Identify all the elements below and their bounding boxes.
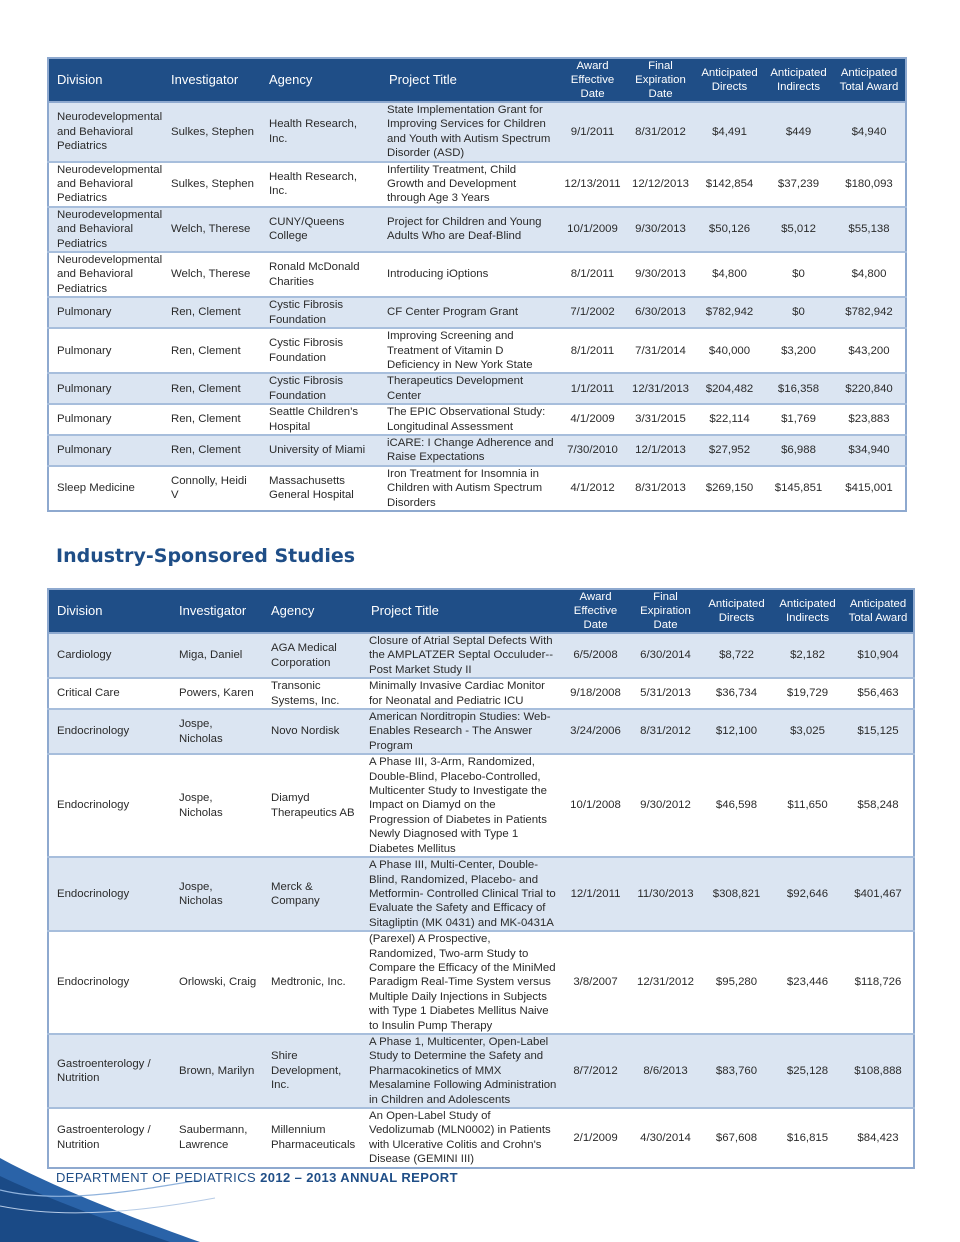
investigator-cell: Brown, Marilyn [171,1034,263,1108]
division-cell: Cardiology [48,633,171,678]
division-cell: Critical Care [48,678,171,709]
industry-studies-table [47,588,915,1169]
indirects-cell: $23,446 [772,931,843,1034]
investigator-cell: Orlowski, Craig [171,931,263,1034]
directs-cell: $46,598 [701,754,772,857]
division-cell: Neurodevelopmental and Behavioral Pediatrics [48,252,163,297]
directs-cell: $8,722 [701,633,772,678]
indirects-cell: $1,769 [764,404,833,435]
division-cell: Neurodevelopmental and Behavioral Pediatrics [48,207,163,252]
agency-cell: Seattle Children’s Hospital [261,404,381,435]
division-cell: Endocrinology [48,857,171,931]
table-row [48,328,906,373]
column-header: Project Title [363,589,561,633]
agency-cell: Transonic Systems, Inc. [263,678,363,709]
section-heading: Industry-Sponsored Studies [56,545,356,567]
project-title-cell: A Phase III, Multi-Center, Double-Blind, Randomized, Placebo- and Metformin- Controlled Clinical Trial to Evaluate the Safety and Efficacy of Sitagliptin (MK 0431) and MK-0431A [363,857,561,931]
award-date-cell: 4/1/2009 [559,404,626,435]
indirects-cell: $145,851 [764,466,833,511]
project-title-cell: Project for Children and Young Adults Who are Deaf-Blind [381,207,559,252]
column-header: Project Title [381,58,559,102]
investigator-cell: Connolly, Heidi V [163,466,261,511]
indirects-cell: $37,239 [764,162,833,207]
investigator-cell: Jospe, Nicholas [171,709,263,754]
directs-cell: $782,942 [695,297,764,328]
total-award-cell: $10,904 [843,633,914,678]
investigator-cell: Jospe, Nicholas [171,754,263,857]
investigator-cell: Sulkes, Stephen [163,162,261,207]
corner-swoosh-graphic [0,1150,260,1242]
project-title-cell: Minimally Invasive Cardiac Monitor for Neonatal and Pediatric ICU [363,678,561,709]
project-title-cell: CF Center Program Grant [381,297,559,328]
project-title-cell: American Norditropin Studies: Web-Enables Research - The Answer Program [363,709,561,754]
award-date-cell: 8/1/2011 [559,328,626,373]
total-award-cell: $4,800 [833,252,906,297]
agency-cell: Cystic Fibrosis Foundation [261,373,381,404]
agency-cell: Medtronic, Inc. [263,931,363,1034]
award-date-cell: 2/1/2009 [561,1108,630,1168]
total-award-cell: $220,840 [833,373,906,404]
agency-cell: Diamyd Therapeutics AB [263,754,363,857]
directs-cell: $95,280 [701,931,772,1034]
division-cell: Pulmonary [48,435,163,466]
indirects-cell: $3,025 [772,709,843,754]
division-cell: Gastroenterology / Nutrition [48,1034,171,1108]
table-row [48,931,914,1034]
award-date-cell: 7/1/2002 [559,297,626,328]
project-title-cell: Therapeutics Development Center [381,373,559,404]
expiration-date-cell: 6/30/2014 [630,633,701,678]
agency-cell: Merck & Company [263,857,363,931]
award-date-cell: 1/1/2011 [559,373,626,404]
expiration-date-cell: 8/31/2012 [626,102,695,162]
project-title-cell: iCARE: I Change Adherence and Raise Expectations [381,435,559,466]
investigator-cell: Ren, Clement [163,328,261,373]
table-row [48,404,906,435]
footer-department: DEPARTMENT OF PEDIATRICS [56,1170,261,1185]
total-award-cell: $43,200 [833,328,906,373]
column-header: Division [48,58,163,102]
table-row [48,435,906,466]
indirects-cell: $25,128 [772,1034,843,1108]
table-row [48,297,906,328]
investigator-cell: Ren, Clement [163,297,261,328]
project-title-cell: Introducing iOptions [381,252,559,297]
project-title-cell: The EPIC Observational Study: Longitudinal Assessment [381,404,559,435]
table-row [48,162,906,207]
award-date-cell: 12/1/2011 [561,857,630,931]
table-row [48,102,906,162]
agency-cell: Ronald McDonald Charities [261,252,381,297]
project-title-cell: Infertility Treatment, Child Growth and Development through Age 3 Years [381,162,559,207]
agency-cell: Health Research, Inc. [261,102,381,162]
investigator-cell: Saubermann, Lawrence [171,1108,263,1168]
division-cell: Endocrinology [48,931,171,1034]
column-header: Agency [261,58,381,102]
indirects-cell: $92,646 [772,857,843,931]
table-row [48,466,906,511]
table-row [48,754,914,857]
total-award-cell: $108,888 [843,1034,914,1108]
directs-cell: $83,760 [701,1034,772,1108]
investigator-cell: Ren, Clement [163,404,261,435]
expiration-date-cell: 6/30/2013 [626,297,695,328]
award-date-cell: 7/30/2010 [559,435,626,466]
agency-cell: University of Miami [261,435,381,466]
agency-cell: Cystic Fibrosis Foundation [261,297,381,328]
column-header: Anticipated Indirects [764,58,833,102]
expiration-date-cell: 12/1/2013 [626,435,695,466]
indirects-cell: $11,650 [772,754,843,857]
project-title-cell: Improving Screening and Treatment of Vitamin D Deficiency in New York State [381,328,559,373]
total-award-cell: $23,883 [833,404,906,435]
award-date-cell: 12/13/2011 [559,162,626,207]
project-title-cell: A Phase 1, Multicenter, Open-Label Study to Determine the Safety and Pharmacokinetics of MMX Mesalamine Following Administration in Children and Adolescents [363,1034,561,1108]
expiration-date-cell: 9/30/2013 [626,207,695,252]
investigator-cell: Ren, Clement [163,373,261,404]
total-award-cell: $56,463 [843,678,914,709]
table-row [48,857,914,931]
division-cell: Pulmonary [48,328,163,373]
column-header: Final Expiration Date [630,589,701,633]
division-cell: Neurodevelopmental and Behavioral Pediatrics [48,102,163,162]
directs-cell: $67,608 [701,1108,772,1168]
column-header: Investigator [171,589,263,633]
expiration-date-cell: 4/30/2014 [630,1108,701,1168]
directs-cell: $142,854 [695,162,764,207]
agency-cell: Novo Nordisk [263,709,363,754]
indirects-cell: $3,200 [764,328,833,373]
expiration-date-cell: 12/31/2013 [626,373,695,404]
agency-cell: Massachusetts General Hospital [261,466,381,511]
division-cell: Endocrinology [48,754,171,857]
award-date-cell: 8/7/2012 [561,1034,630,1108]
total-award-cell: $782,942 [833,297,906,328]
investigator-cell: Welch, Therese [163,207,261,252]
project-title-cell: Iron Treatment for Insomnia in Children with Autism Spectrum Disorders [381,466,559,511]
division-cell: Gastroenterology / Nutrition [48,1108,171,1168]
total-award-cell: $401,467 [843,857,914,931]
directs-cell: $269,150 [695,466,764,511]
agency-cell: Millennium Pharmaceuticals [263,1108,363,1168]
industry-studies-table-body [48,633,914,1168]
award-date-cell: 10/1/2009 [559,207,626,252]
indirects-cell: $0 [764,297,833,328]
table-row [48,633,914,678]
expiration-date-cell: 8/6/2013 [630,1034,701,1108]
total-award-cell: $415,001 [833,466,906,511]
total-award-cell: $15,125 [843,709,914,754]
award-date-cell: 3/24/2006 [561,709,630,754]
award-date-cell: 10/1/2008 [561,754,630,857]
table-header-row [48,58,906,102]
division-cell: Pulmonary [48,373,163,404]
directs-cell: $4,491 [695,102,764,162]
investigator-cell: Sulkes, Stephen [163,102,261,162]
expiration-date-cell: 9/30/2013 [626,252,695,297]
directs-cell: $27,952 [695,435,764,466]
award-date-cell: 6/5/2008 [561,633,630,678]
column-header: Anticipated Total Award [843,589,914,633]
agency-cell: Shire Development, Inc. [263,1034,363,1108]
indirects-cell: $5,012 [764,207,833,252]
table-row [48,207,906,252]
project-title-cell: Closure of Atrial Septal Defects With the AMPLATZER Septal Occuluder--Post Market Study II [363,633,561,678]
directs-cell: $50,126 [695,207,764,252]
column-header: Agency [263,589,363,633]
project-title-cell: A Phase III, 3-Arm, Randomized, Double-Blind, Placebo-Controlled, Multicenter Study to Investigate the Impact on Diamyd on the Progression of Diabetes in Patients Newly Diagnosed with Type 1 Diabetes Mellitus [363,754,561,857]
page-footer [56,1170,458,1185]
column-header: Anticipated Total Award [833,58,906,102]
award-date-cell: 9/18/2008 [561,678,630,709]
indirects-cell: $2,182 [772,633,843,678]
total-award-cell: $4,940 [833,102,906,162]
investigator-cell: Welch, Therese [163,252,261,297]
investigator-cell: Miga, Daniel [171,633,263,678]
expiration-date-cell: 5/31/2013 [630,678,701,709]
total-award-cell: $84,423 [843,1108,914,1168]
directs-cell: $204,482 [695,373,764,404]
project-title-cell: State Implementation Grant for Improving Services for Children and Youth with Autism Spectrum Disorder (ASD) [381,102,559,162]
table-row [48,709,914,754]
indirects-cell: $6,988 [764,435,833,466]
column-header: Final Expiration Date [626,58,695,102]
directs-cell: $22,114 [695,404,764,435]
directs-cell: $4,800 [695,252,764,297]
indirects-cell: $16,358 [764,373,833,404]
division-cell: Neurodevelopmental and Behavioral Pediatrics [48,162,163,207]
grants-table [47,57,907,512]
column-header: Award Effective Date [561,589,630,633]
agency-cell: AGA Medical Corporation [263,633,363,678]
division-cell: Sleep Medicine [48,466,163,511]
directs-cell: $12,100 [701,709,772,754]
column-header: Anticipated Indirects [772,589,843,633]
indirects-cell: $19,729 [772,678,843,709]
table-row [48,252,906,297]
total-award-cell: $180,093 [833,162,906,207]
division-cell: Pulmonary [48,297,163,328]
table-header-row [48,589,914,633]
agency-cell: Health Research, Inc. [261,162,381,207]
agency-cell: Cystic Fibrosis Foundation [261,328,381,373]
total-award-cell: $118,726 [843,931,914,1034]
expiration-date-cell: 11/30/2013 [630,857,701,931]
project-title-cell: An Open-Label Study of Vedolizumab (MLN0002) in Patients with Ulcerative Colitis and Crohn's Disease (GEMINI III) [363,1108,561,1168]
directs-cell: $36,734 [701,678,772,709]
column-header: Anticipated Directs [695,58,764,102]
column-header: Division [48,589,171,633]
indirects-cell: $0 [764,252,833,297]
column-header: Award Effective Date [559,58,626,102]
total-award-cell: $34,940 [833,435,906,466]
table-row [48,373,906,404]
footer-report-title: 2012 – 2013 ANNUAL REPORT [260,1170,458,1185]
award-date-cell: 8/1/2011 [559,252,626,297]
table-row [48,678,914,709]
investigator-cell: Ren, Clement [163,435,261,466]
expiration-date-cell: 9/30/2012 [630,754,701,857]
division-cell: Pulmonary [48,404,163,435]
expiration-date-cell: 8/31/2013 [626,466,695,511]
expiration-date-cell: 12/12/2013 [626,162,695,207]
directs-cell: $40,000 [695,328,764,373]
expiration-date-cell: 3/31/2015 [626,404,695,435]
expiration-date-cell: 12/31/2012 [630,931,701,1034]
grants-table-body [48,102,906,511]
indirects-cell: $16,815 [772,1108,843,1168]
agency-cell: CUNY/Queens College [261,207,381,252]
directs-cell: $308,821 [701,857,772,931]
investigator-cell: Jospe, Nicholas [171,857,263,931]
investigator-cell: Powers, Karen [171,678,263,709]
table-row [48,1034,914,1108]
column-header: Investigator [163,58,261,102]
indirects-cell: $449 [764,102,833,162]
award-date-cell: 9/1/2011 [559,102,626,162]
project-title-cell: (Parexel) A Prospective, Randomized, Two-arm Study to Compare the Efficacy of the MiniMed Paradigm Real-Time System versus Multiple Daily Injections in Subjects with Type 1 Diabetes Mellitus Naive to Insulin Pump Therapy [363,931,561,1034]
total-award-cell: $55,138 [833,207,906,252]
expiration-date-cell: 7/31/2014 [626,328,695,373]
column-header: Anticipated Directs [701,589,772,633]
award-date-cell: 3/8/2007 [561,931,630,1034]
expiration-date-cell: 8/31/2012 [630,709,701,754]
total-award-cell: $58,248 [843,754,914,857]
award-date-cell: 4/1/2012 [559,466,626,511]
division-cell: Endocrinology [48,709,171,754]
